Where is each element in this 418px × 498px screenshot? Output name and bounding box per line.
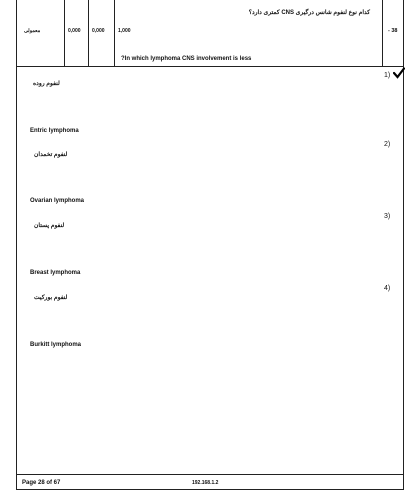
checkmark-icon <box>393 67 405 79</box>
option-number-3: 3) <box>384 213 391 220</box>
option-2-fa[interactable]: لنفوم تخمدان <box>34 152 68 158</box>
question-text-fa: کدام نوع لنفوم شانس درگیری CNS کمتری دارد؟ <box>248 10 370 16</box>
ip-address: 192.168.1.2 <box>192 480 219 486</box>
option-3-en[interactable]: Breast lymphoma <box>30 270 81 276</box>
option-1-fa[interactable]: لنفوم روده <box>33 81 60 87</box>
question-text-en: ?In which lymphoma CNS involvement is less <box>121 56 252 62</box>
value-cell: 0,000 <box>68 28 81 34</box>
value-cell: 1,000 <box>118 28 131 34</box>
option-4-fa[interactable]: لنفوم بورکیت <box>34 295 68 301</box>
option-4-en[interactable]: Burkitt lymphoma <box>30 342 82 348</box>
option-number-4: 4) <box>384 285 391 292</box>
option-1-en[interactable]: Entric lymphoma <box>30 128 79 134</box>
divider <box>88 0 89 66</box>
option-number-2: 2) <box>384 141 391 148</box>
option-number-1: 1) <box>384 72 391 79</box>
status-label: معمولی <box>24 28 41 34</box>
footer-divider <box>16 474 404 475</box>
divider <box>114 0 115 66</box>
question-number: - 38 <box>388 28 398 34</box>
option-3-fa[interactable]: لنفوم پستان <box>34 223 65 229</box>
page-indicator: Page 28 of 67 <box>22 480 61 486</box>
divider <box>382 0 383 66</box>
value-cell: 0,000 <box>92 28 105 34</box>
question-frame <box>16 0 404 490</box>
divider <box>64 0 65 66</box>
option-2-en[interactable]: Ovarian lymphoma <box>30 198 85 204</box>
